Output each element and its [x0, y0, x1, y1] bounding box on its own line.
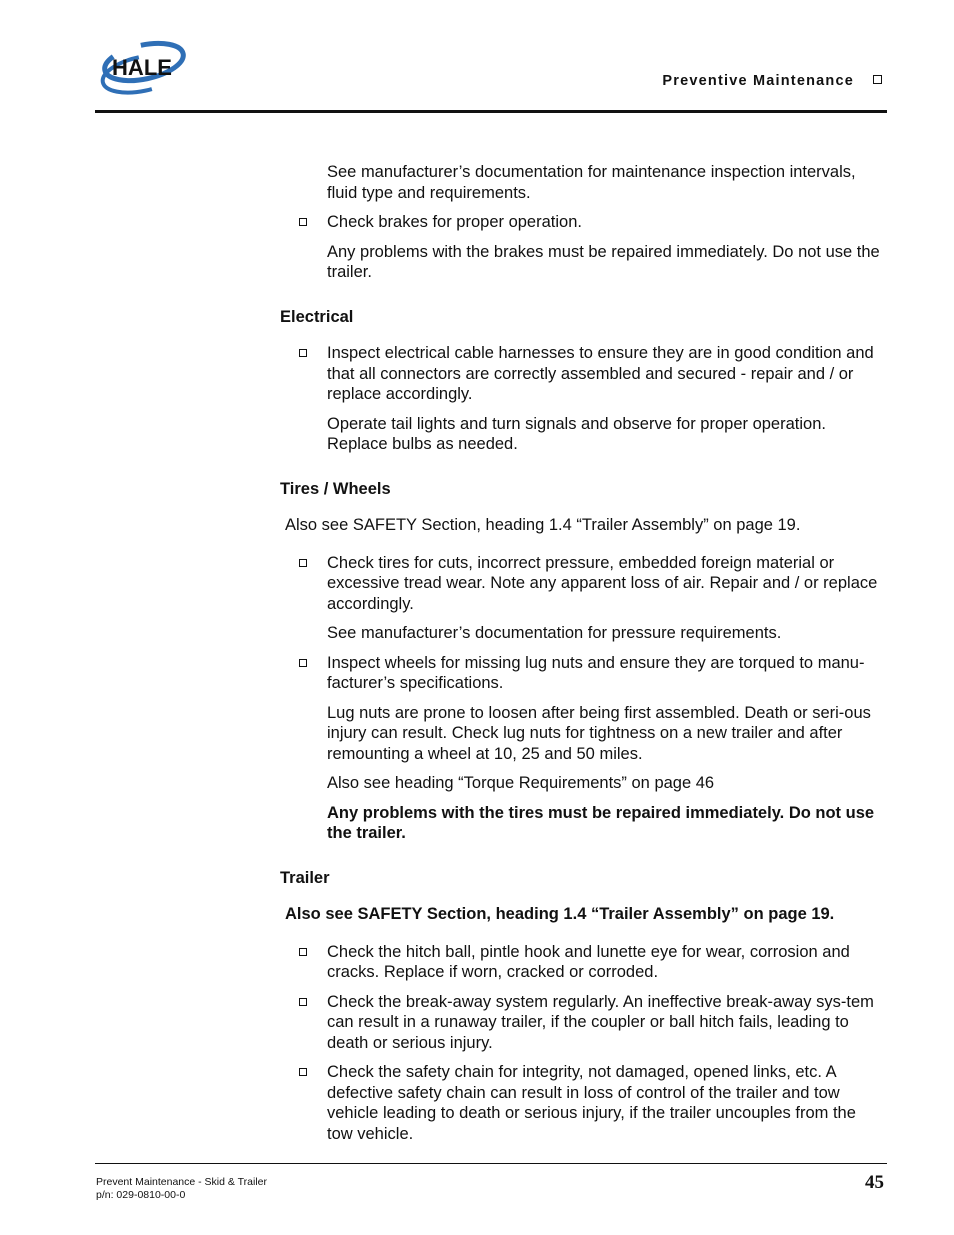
footer-doc-title: Prevent Maintenance - Skid & Trailer — [96, 1176, 267, 1188]
tires-warning: Any problems with the tires must be repaired immediately. Do not use the trailer. — [327, 803, 875, 842]
hale-logo — [92, 36, 192, 100]
brakes-check: Check brakes for proper operation. — [327, 213, 582, 231]
section-title: Preventive Maintenance — [662, 73, 854, 89]
checkbox-icon — [299, 659, 307, 667]
breakaway-item: Check the break-away system regularly. An ineffective break-away sys-tem can result in a runaway trailer, if the coupler or ball hitch fails, leading to death or serious injury. — [327, 992, 874, 1052]
tires-note: See manufacturer’s documentation for pressure requirements. — [327, 624, 782, 642]
list-item — [280, 992, 886, 1054]
header-rule — [95, 110, 887, 113]
lug-nuts-note: Lug nuts are prone to loosen after being first assembled. Death or seri-ous injury can result. Check lug nuts for tightness on a new trailer and after remounting a wheel at 10, 25 and 50 miles. — [327, 703, 871, 763]
list-item — [280, 343, 886, 405]
torque-note: Also see heading “Torque Requirements” on page 46 — [327, 774, 715, 792]
intro-note: See manufacturer’s documentation for maintenance inspection intervals, fluid type and requirements. — [327, 163, 856, 202]
list-item — [280, 653, 886, 694]
list-item — [280, 1062, 886, 1144]
electrical-item: Inspect electrical cable harnesses to ensure they are in good condition and that all connectors are correctly assembled and secured - repair and / or replace accordingly. — [327, 344, 874, 403]
brakes-note: Any problems with the brakes must be repaired immediately. Do not use the trailer. — [327, 242, 880, 281]
footer-info — [96, 1176, 267, 1202]
logo-text: HALE — [112, 55, 172, 80]
page-content — [280, 162, 886, 1153]
footer-rule — [95, 1163, 887, 1164]
list-item — [280, 553, 886, 615]
tires-also-see: Also see SAFETY Section, heading 1.4 “Trailer Assembly” on page 19. — [285, 516, 801, 534]
checkbox-icon — [299, 1068, 307, 1076]
checkbox-icon — [299, 998, 307, 1006]
list-item — [280, 942, 886, 983]
safety-chain-item: Check the safety chain for integrity, not damaged, opened links, etc. A defective safety chain can result in loss of control of the trailer and tow vehicle leading to death or serious injury, if the trailer uncouples from the tow vehicle. — [327, 1063, 856, 1143]
trailer-heading: Trailer — [280, 868, 330, 887]
tires-heading: Tires / Wheels — [280, 479, 391, 498]
trailer-also-see: Also see SAFETY Section, heading 1.4 “Trailer Assembly” on page 19. — [285, 905, 835, 923]
hitch-item: Check the hitch ball, pintle hook and lunette eye for wear, corrosion and cracks. Replace if worn, cracked or corroded. — [327, 942, 850, 981]
page-number: 45 — [865, 1172, 884, 1193]
footer-part-number: p/n: 029-0810-00-0 — [96, 1189, 186, 1201]
electrical-heading: Electrical — [280, 307, 354, 326]
checkbox-icon — [299, 948, 307, 956]
checkbox-icon — [299, 349, 307, 357]
checkbox-icon — [299, 218, 307, 226]
wheels-item: Inspect wheels for missing lug nuts and ensure they are torqued to manu-facturer’s specifications. — [327, 653, 865, 692]
electrical-note: Operate tail lights and turn signals and observe for proper operation. Replace bulbs as needed. — [327, 414, 826, 453]
tires-item: Check tires for cuts, incorrect pressure, embedded foreign material or excessive tread wear. Note any apparent loss of air. Repair and / or replace accordingly. — [327, 553, 878, 613]
list-item — [280, 212, 886, 233]
checkbox-icon — [299, 559, 307, 567]
header-checkbox-icon — [873, 75, 882, 84]
